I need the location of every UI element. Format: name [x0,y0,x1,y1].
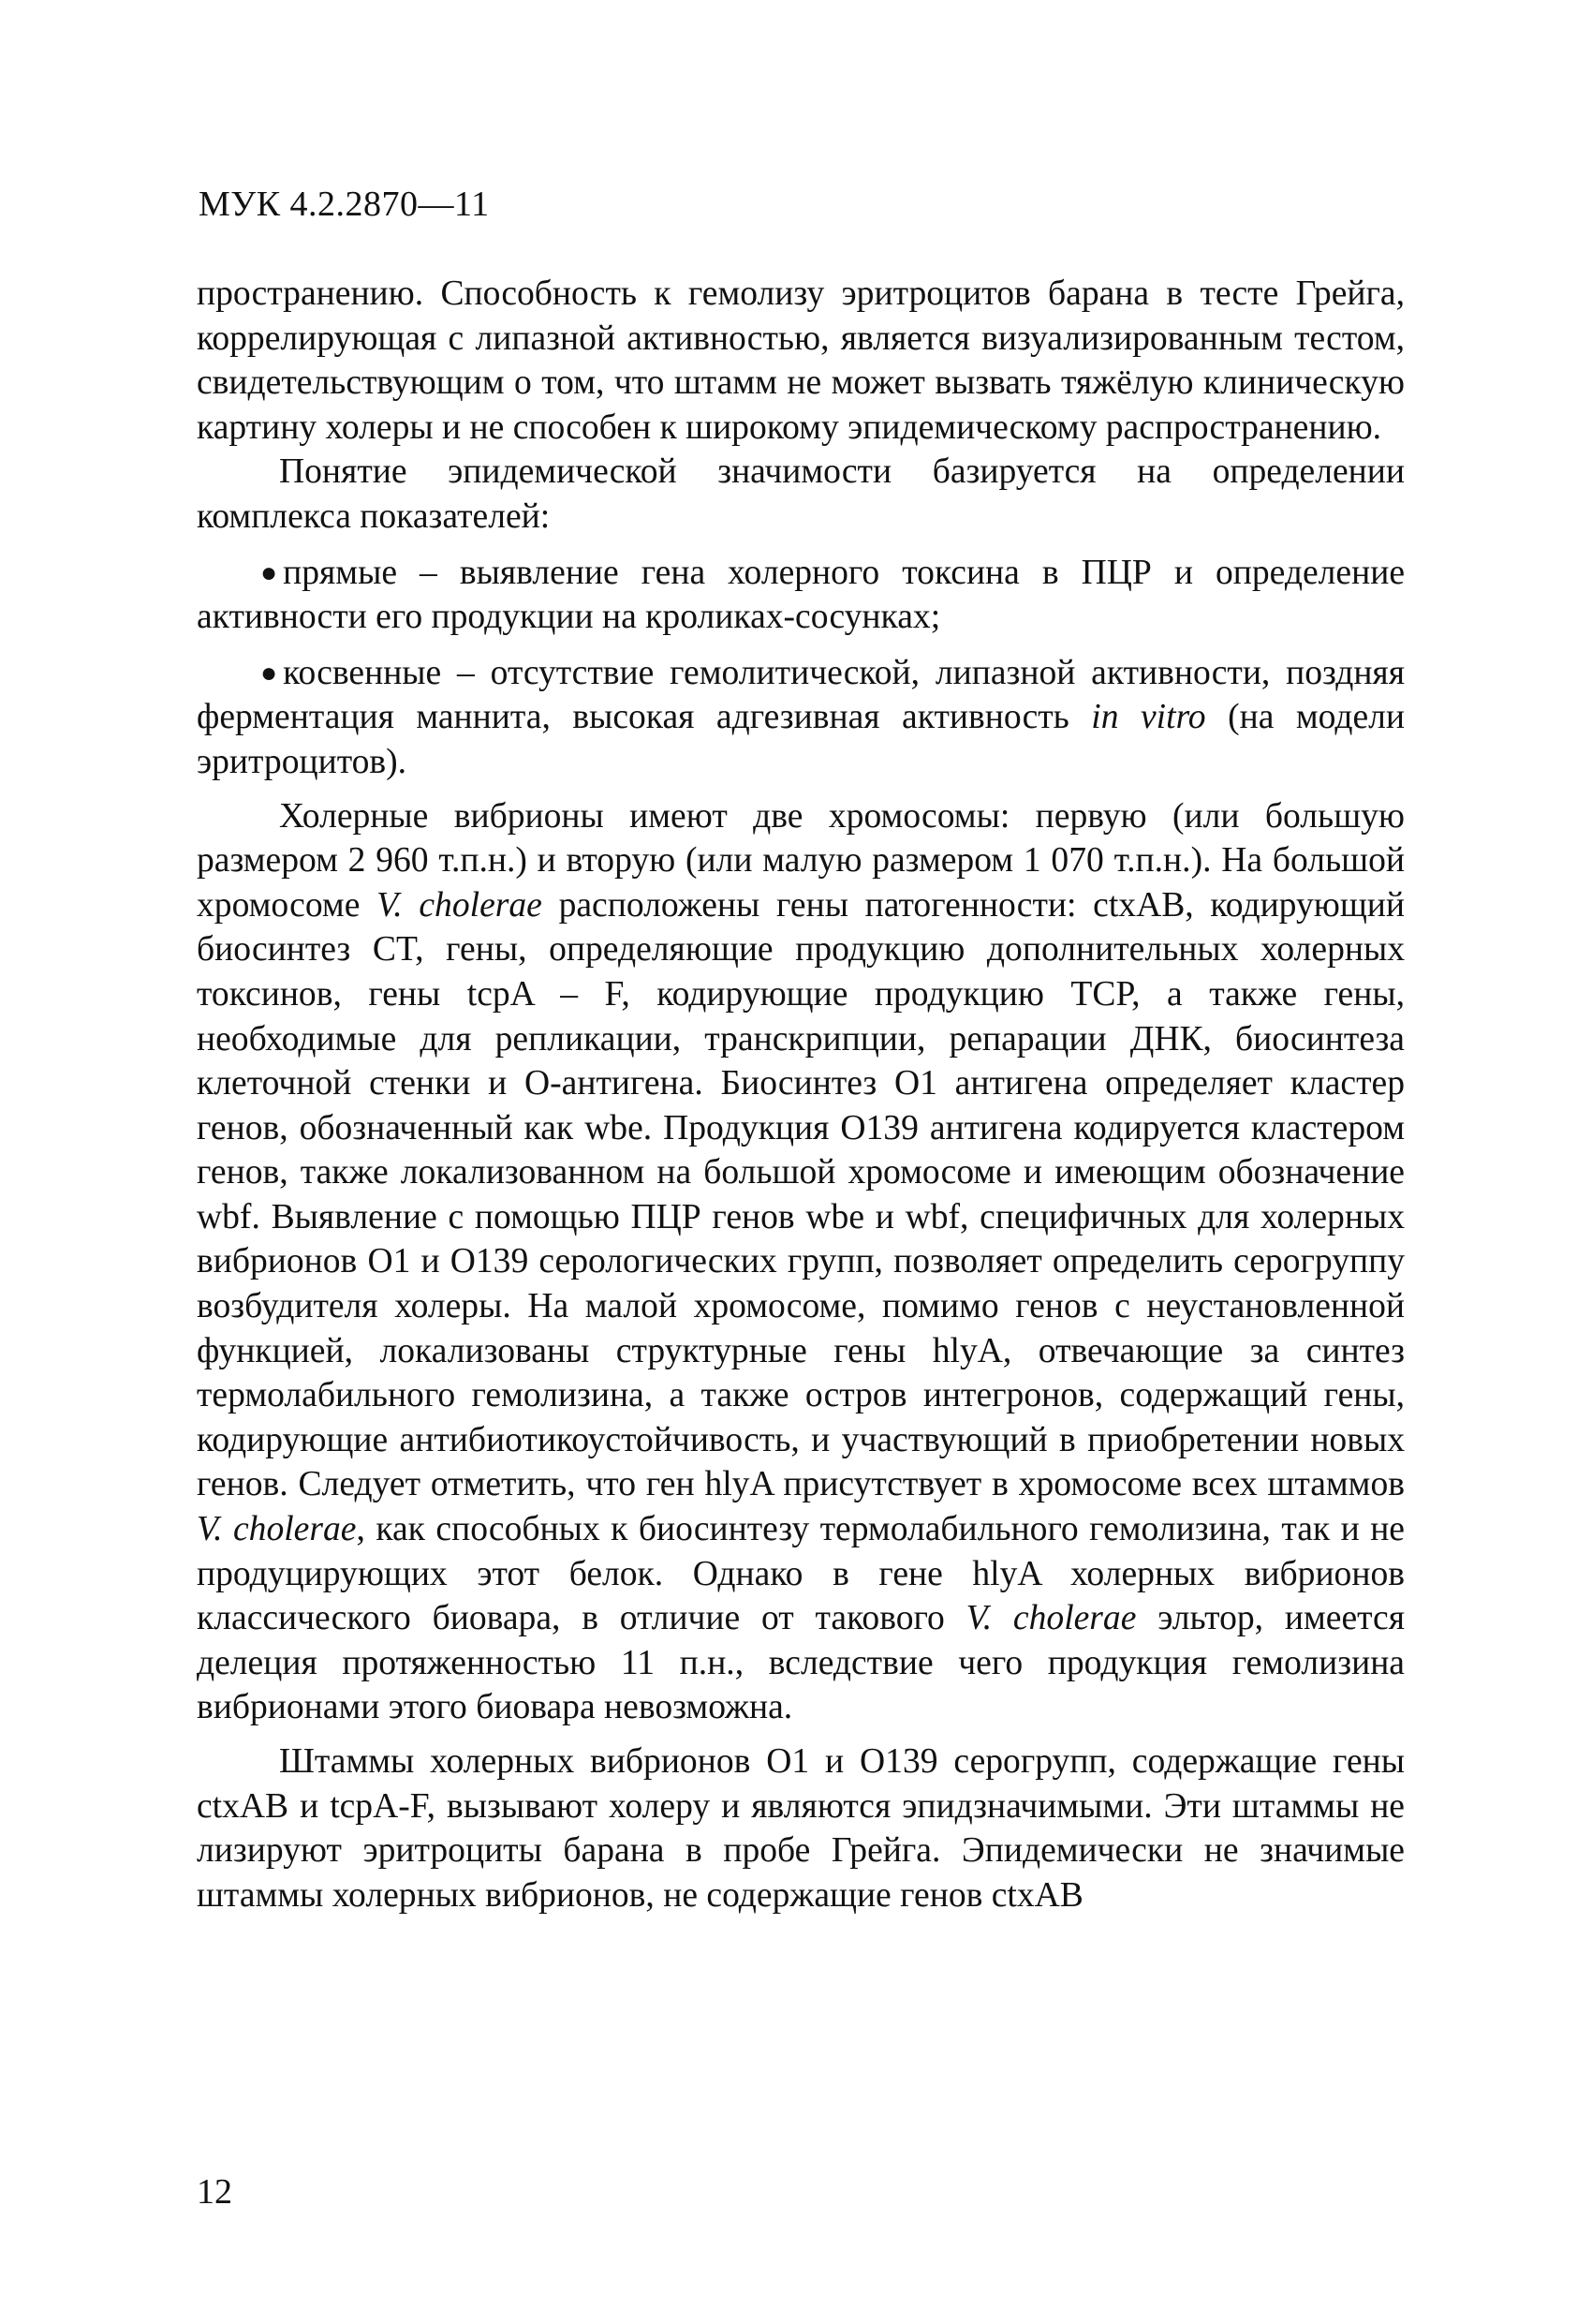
paragraph-epidemic-significance: Понятие эпидемической значимости базируется на определении комплекса показателей: [197,452,1405,536]
species-name-italic: V. cholerae [966,1599,1137,1638]
bullet-text-indirect-italic: in vitro [1091,698,1206,737]
chromosomes-text-b: расположены гены патогенности: ctxAB, кодирующий биосинтез CT, гены, определяющие продукцию дополнительных холерных токсинов, гены tcpA – F, кодирующие продукцию TCP, а также гены, необходимые для репликации, транскрипции, репарации ДНК, биосинтеза клеточной стенки и О-антигена. Биосинтез O1 антигена определяет кластер генов, обозначенный как wbe. Продукция O139 антигена кодируется кластером генов, также локализованном на большой хромосоме и имеющим обозначение wbf. Выявление с помощью ПЦР генов wbe и wbf, специфичных для холерных вибрионов O1 и O139 серологических групп, позволяет определить серогруппу возбудителя холеры. На малой хромосоме, помимо генов с неустановленной функцией, локализованы структурные гены hlyA, отвечающие за синтез термолабильного гемолизина, а также остров интегронов, содержащий гены, кодирующие антибиотикоустойчивость, и участвующий в приобретении новых генов. Следует отметить, что ген hlyA присутствует в хромосоме всех штаммов [197,885,1405,1504]
chromosomes-text-d: эльтор, имеется делеция протяженностью 11 п.н., вследствие чего продукция гемолизина вибрионами этого биовара невозможна. [197,1599,1405,1727]
page-number: 12 [197,2172,232,2212]
chromosomes-text-c: , как способных к биосинтезу термолабильного гемолизина, так и не продуцирующих этот белок. Однако в гене hlyA холерных вибрионов классического биовара, в отличие от такового [197,1510,1405,1638]
bullet-text-indirect-a: косвенные – отсутствие гемолитической, липазной активности, поздняя ферментация маннита, высокая адгезивная активность [197,653,1405,737]
bullet-text-indirect-b: (на модели эритроцитов). [197,698,1406,781]
bullet-item-direct [197,551,1405,640]
bullet-item-indirect [197,651,1405,785]
bullet-icon: ● [260,657,278,688]
document-code-header: МУК 4.2.2870—11 [199,185,490,224]
paragraph-strains: Штаммы холерных вибрионов O1 и O139 серогрупп, содержащие гены ctxAB и tcpA-F, вызывают холеру и являются эпидзначимыми. Эти штаммы не лизируют эритроциты барана в пробе Грейга. Эпидемически не значимые штаммы холерных вибрионов, не содержащие генов ctxAB [197,1742,1405,1915]
species-name-italic: V. cholerae [376,885,542,925]
chromosomes-text-a: Холерные вибрионы имеют две хромосомы: первую (или большую размером 2 960 т.п.н.) и вторую (или малую размером 1 070 т.п.н.). На большой хромосоме [197,796,1405,925]
bullet-icon: ● [260,556,278,588]
bullet-text-direct: прямые – выявление гена холерного токсина в ПЦР и определение активности его продукции на кроликах-сосунках; [197,553,1405,637]
document-body [197,272,1405,1917]
species-name-italic: V. cholerae [197,1510,357,1549]
paragraph-continuation: пространению. Способность к гемолизу эритроцитов барана в тесте Грейга, коррелирующая с липазной активностью, является визуализированным тестом, свидетельствующим о том, что штамм не может вызвать тяжёлую клиническую картину холеры и не способен к широкому эпидемическому распространению. [197,274,1405,447]
paragraph-chromosomes [197,794,1405,1730]
